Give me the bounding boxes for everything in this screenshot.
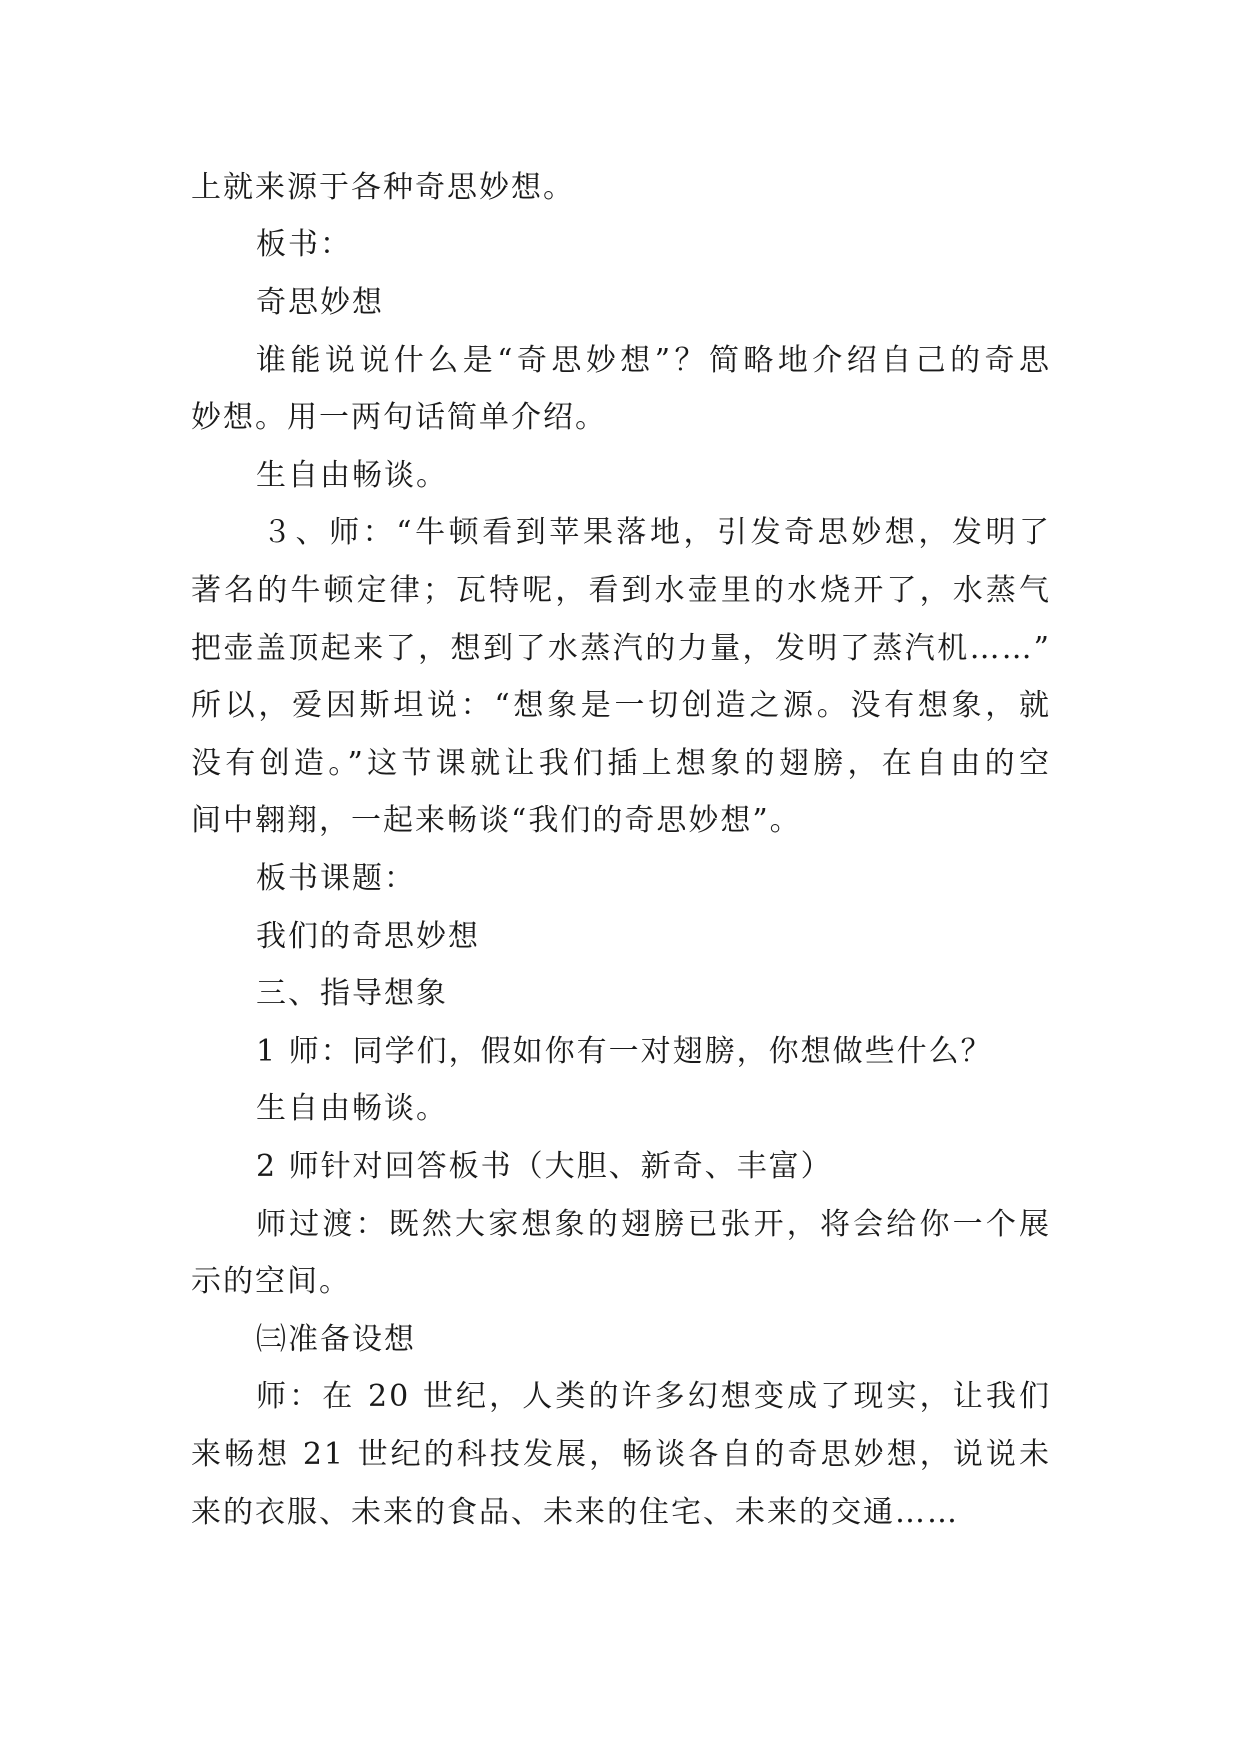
- paragraph-line: 把壶盖顶起来了，想到了水蒸汽的力量，发明了蒸汽机……”: [191, 631, 1051, 666]
- board-content: 我们的奇思妙想: [256, 919, 480, 954]
- section-heading: ㈢准备设想: [256, 1322, 416, 1357]
- paragraph-line: 妙想。用一两句话简单介绍。: [191, 400, 607, 435]
- paragraph-line: 来的衣服、未来的食品、未来的住宅、未来的交通……: [191, 1495, 959, 1530]
- paragraph-line: 上就来源于各种奇思妙想。: [191, 170, 575, 205]
- paragraph-line: 生自由畅谈。: [256, 458, 448, 493]
- board-content: 奇思妙想: [256, 285, 384, 320]
- board-label: 板书：: [256, 227, 352, 262]
- paragraph-line: 师过渡：既然大家想象的翅膀已张开，将会给你一个展: [256, 1207, 1051, 1242]
- paragraph-line: 谁能说说什么是“奇思妙想”？简略地介绍自己的奇思: [256, 343, 1051, 378]
- paragraph-line: 著名的牛顿定律；瓦特呢，看到水壶里的水烧开了，水蒸气: [191, 573, 1051, 608]
- paragraph-line: 示的空间。: [191, 1264, 351, 1299]
- paragraph-line: 没有创造。”这节课就让我们插上想象的翅膀，在自由的空: [191, 746, 1051, 781]
- paragraph-line: 间中翱翔，一起来畅谈“我们的奇思妙想”。: [191, 803, 802, 838]
- paragraph-line: 生自由畅谈。: [256, 1091, 448, 1126]
- paragraph-line: 2 师针对回答板书（大胆、新奇、丰富）: [256, 1149, 833, 1184]
- paragraph-line: 1 师：同学们，假如你有一对翅膀，你想做些什么？: [256, 1034, 993, 1069]
- paragraph-line: ３、师：“牛顿看到苹果落地，引发奇思妙想，发明了: [262, 515, 1051, 550]
- section-heading: 三、指导想象: [256, 976, 448, 1011]
- paragraph-line: 所以，爱因斯坦说：“想象是一切创造之源。没有想象，就: [191, 688, 1051, 723]
- paragraph-line: 来畅想 21 世纪的科技发展，畅谈各自的奇思妙想，说说未: [191, 1437, 1051, 1472]
- board-label: 板书课题：: [256, 861, 416, 896]
- paragraph-line: 师：在 20 世纪，人类的许多幻想变成了现实，让我们: [256, 1379, 1051, 1414]
